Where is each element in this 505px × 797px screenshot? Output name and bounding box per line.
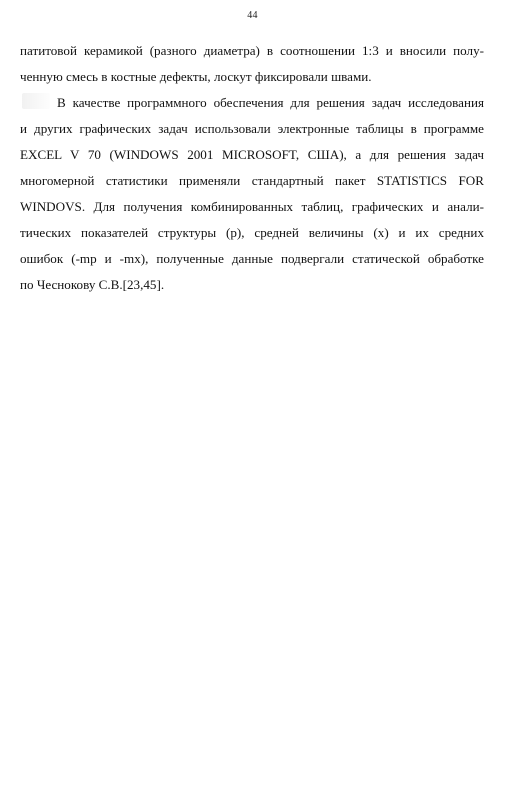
text-line: ошибок (-mp и -mx), полученные данные подвергали статической обработке bbox=[20, 251, 484, 266]
text-line: EXCEL V 70 (WINDOWS 2001 MICROSOFT, США), а для решения задач bbox=[20, 147, 484, 162]
text-line: по Чеснокову С.В.[23,45]. bbox=[20, 277, 165, 292]
text-line: многомерной статистики применяли стандартный пакет STATISTICS FOR bbox=[20, 173, 484, 188]
page-number: 44 bbox=[247, 10, 258, 21]
text-line: тических показателей структуры (р), средней величины (х) и их средних bbox=[20, 225, 484, 240]
text-line: патитовой керамикой (разного диаметра) в соотношении 1:3 и вносили полу- bbox=[20, 43, 484, 58]
text-line: ченную смесь в костные дефекты, лоскут фиксировали швами. bbox=[20, 69, 372, 84]
scan-smudge bbox=[22, 93, 50, 109]
text-line: В качестве программного обеспечения для решения задач исследования bbox=[57, 95, 484, 110]
text-line: WINDOVS. Для получения комбинированных таблиц, графических и анали- bbox=[20, 199, 484, 214]
text-line: и других графических задач использовали электронные таблицы в программе bbox=[20, 121, 484, 136]
